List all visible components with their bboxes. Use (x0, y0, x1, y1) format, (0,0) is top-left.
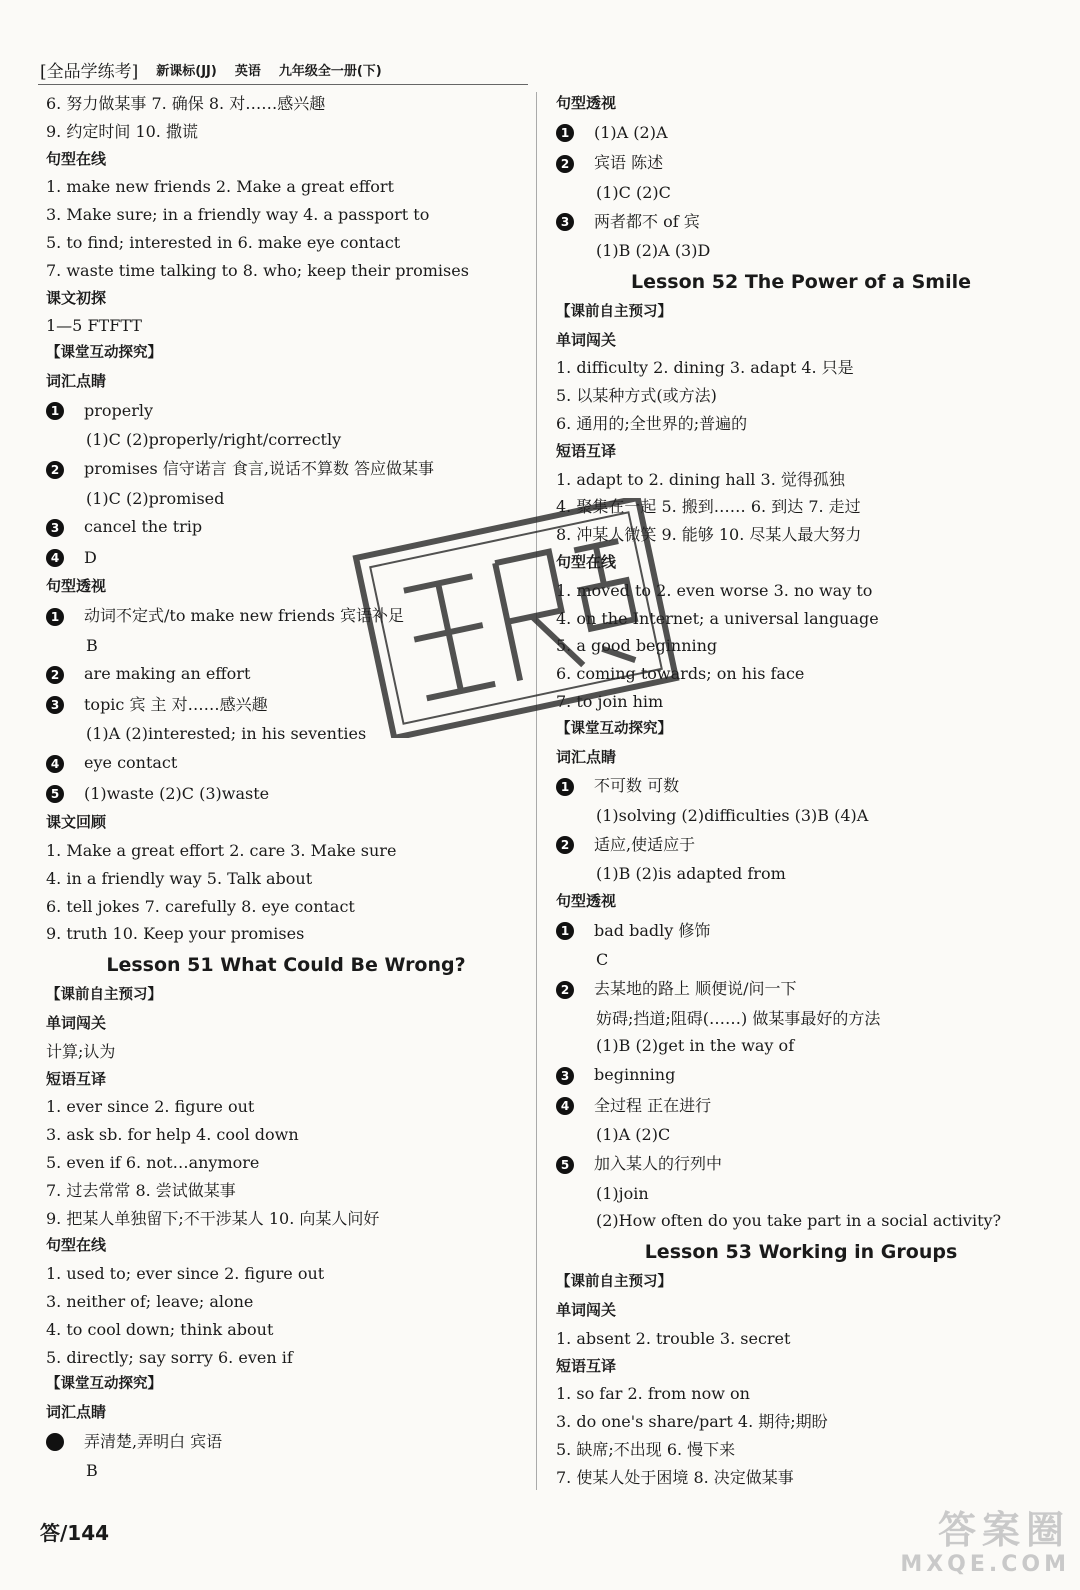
answer-line: 7. 过去常常 8. 尝试做某事 (46, 1180, 236, 1200)
numbered-item (46, 659, 526, 690)
answer-line: 4. on the Internet; a universal language (556, 608, 879, 628)
section-heading: 句型在线 (46, 149, 107, 168)
section-heading: 句型在线 (556, 553, 617, 572)
numbered-item (556, 771, 1046, 802)
item-text: 两者都不 of 宾 (594, 211, 700, 231)
answer-line: 1. make new friends 2. Make a great effort (46, 177, 394, 197)
item-number-badge (46, 1433, 64, 1451)
answer-line: 6. 努力做某事 7. 确保 8. 对……感兴趣 (46, 94, 326, 113)
answer-line: (1)C (2)promised (86, 488, 225, 508)
answer-line: (1)C (2)properly/right/correctly (86, 430, 342, 450)
item-number-badge: 4 (46, 549, 64, 567)
item-text: beginning (594, 1065, 676, 1085)
book-grade: 九年级全一册(下) (278, 63, 382, 79)
answer-line: 3. do one's share/part 4. 期待;期盼 (556, 1412, 828, 1432)
numbered-item (46, 454, 526, 485)
answer-line: 1. Make a great effort 2. care 3. Make sure (46, 841, 397, 861)
part-heading: 【课堂互动探究】 (46, 1376, 162, 1393)
numbered-item (46, 690, 526, 721)
numbered-item (556, 207, 1046, 238)
item-text: (1)A (2)A (594, 122, 668, 142)
item-number-badge: 2 (46, 666, 64, 684)
item-text: topic 宾 主 对……感兴趣 (84, 694, 268, 714)
answer-line: 4. 聚集在一起 5. 搬到…… 6. 到达 7. 走过 (556, 497, 861, 517)
section-heading: 词汇点睛 (46, 371, 107, 390)
answer-line: B (86, 1461, 98, 1481)
section-heading: 短语互译 (556, 441, 617, 460)
header-rule (38, 84, 528, 85)
section-heading: 课文回顾 (46, 813, 107, 832)
answer-line: (1)C (2)C (596, 182, 671, 202)
answer-line: 5. directly; say sorry 6. even if (46, 1347, 293, 1367)
item-text: 适应,使适应于 (594, 834, 696, 854)
answer-line: 妨碍;挡道;阻碍(……) 做某事最好的方法 (596, 1008, 881, 1028)
column-divider (536, 92, 537, 1490)
item-number-badge: 1 (556, 778, 574, 796)
item-text: 加入某人的行列中 (594, 1154, 723, 1174)
lesson-title: Lesson 52 The Power of a Smile (630, 270, 971, 293)
left-column (46, 90, 526, 1485)
item-text: 动词不定式/to make new friends 宾语补足 (84, 606, 405, 626)
numbered-item (556, 1091, 1046, 1122)
answer-line: 7. 使某人处于困境 8. 决定做某事 (556, 1467, 794, 1487)
answer-line: 1. ever since 2. figure out (46, 1097, 255, 1117)
answer-line: 5. a good beginning (556, 636, 718, 656)
answer-line: 1. absent 2. trouble 3. secret (556, 1328, 791, 1348)
section-heading: 句型透视 (46, 577, 107, 596)
item-number-badge: 2 (556, 155, 574, 173)
item-number-badge: 3 (556, 1067, 574, 1085)
answer-line: C (596, 950, 609, 970)
answer-line: 4. in a friendly way 5. Talk about (46, 868, 313, 888)
section-heading: 单词闯关 (46, 1014, 107, 1033)
item-number-badge: 5 (556, 1156, 574, 1174)
item-number-badge: 3 (556, 213, 574, 231)
answer-line: 5. 以某种方式(或方法) (556, 386, 717, 406)
watermark-title: 答案圈 (937, 1508, 1070, 1552)
part-heading: 【课堂互动探究】 (556, 720, 672, 737)
item-number-badge: 2 (556, 836, 574, 854)
site-watermark (820, 1508, 1070, 1582)
item-text: properly (84, 400, 154, 420)
item-text: D (84, 547, 97, 567)
item-number-badge: 1 (46, 402, 64, 420)
lesson-title: Lesson 53 Working in Groups (644, 1241, 958, 1264)
item-number-badge: 4 (556, 1097, 574, 1115)
answer-line: 9. truth 10. Keep your promises (46, 924, 305, 944)
section-heading: 单词闯关 (556, 1300, 617, 1319)
answer-line: 4. to cool down; think about (46, 1319, 274, 1339)
numbered-item (46, 512, 526, 543)
numbered-item (46, 748, 526, 779)
answer-line: 1. used to; ever since 2. figure out (46, 1264, 325, 1284)
answer-line: 3. ask sb. for help 4. cool down (46, 1125, 299, 1145)
section-heading: 课文初探 (46, 288, 107, 307)
numbered-item (556, 974, 1046, 1005)
answer-line: (1)B (2)get in the way of (596, 1036, 795, 1056)
item-number-badge: 2 (556, 981, 574, 999)
answer-line: 1. adapt to 2. dining hall 3. 觉得孤独 (556, 469, 845, 489)
answer-line: 1. difficulty 2. dining 3. adapt 4. 只是 (556, 358, 854, 378)
answer-line: (2)How often do you take part in a social activity? (596, 1211, 1002, 1231)
item-text: 不可数 可数 (594, 776, 680, 796)
item-number-badge: 1 (556, 124, 574, 142)
answer-line: (1)B (2)A (3)D (596, 241, 711, 261)
item-number-badge: 5 (46, 785, 64, 803)
watermark-url: MXQE.COM (900, 1552, 1070, 1577)
section-heading: 短语互译 (556, 1356, 617, 1375)
section-heading: 短语互译 (46, 1069, 107, 1088)
answer-line: 9. 约定时间 10. 撒谎 (46, 121, 198, 141)
answer-line: 5. even if 6. not…anymore (46, 1153, 260, 1173)
page-header (40, 54, 382, 84)
numbered-item (556, 1149, 1046, 1180)
page-number: 答/144 (40, 1521, 110, 1545)
numbered-item (556, 118, 1046, 149)
numbered-item (556, 148, 1046, 179)
lesson-title: Lesson 51 What Could Be Wrong? (106, 954, 466, 977)
numbered-item (556, 1060, 1046, 1091)
item-text: 弄清楚,弄明白 宾语 (84, 1431, 223, 1451)
part-heading: 【课前自主预习】 (556, 1274, 672, 1291)
book-edition: 新课标(JJ) (156, 63, 217, 79)
book-brand: [全品学练考] (40, 61, 139, 82)
answer-line: (1)B (2)is adapted from (596, 864, 786, 884)
section-heading: 句型透视 (556, 892, 617, 911)
answer-line: 7. to join him (556, 692, 664, 712)
numbered-item (46, 396, 526, 427)
answer-line: 1. so far 2. from now on (556, 1384, 750, 1404)
item-text: bad badly 修饰 (594, 920, 711, 940)
answer-line: (1)join (596, 1183, 649, 1203)
numbered-item (556, 916, 1046, 947)
answer-line: 3. Make sure; in a friendly way 4. a passport to (46, 205, 430, 225)
answer-line: 8. 冲某人微笑 9. 能够 10. 尽某人最大努力 (556, 525, 862, 545)
answer-line: 9. 把某人单独留下;不干涉某人 10. 向某人问好 (46, 1208, 380, 1228)
item-text: promises 信守诺言 食言,说话不算数 答应做某事 (84, 459, 435, 479)
answer-line: 5. to find; interested in 6. make eye contact (46, 232, 401, 252)
book-subject: 英语 (234, 63, 261, 79)
answer-line: 6. coming towards; on his face (556, 664, 805, 684)
section-heading: 词汇点睛 (46, 1403, 107, 1422)
answer-line: 5. 缺席;不出现 6. 慢下来 (556, 1439, 736, 1459)
numbered-item (46, 601, 526, 632)
answer-line: B (86, 635, 98, 655)
numbered-item (46, 1427, 526, 1458)
answer-line: 1. moved to 2. even worse 3. no way to (556, 580, 873, 600)
item-number-badge: 3 (46, 696, 64, 714)
item-text: cancel the trip (84, 517, 203, 537)
section-heading: 词汇点睛 (556, 747, 617, 766)
item-text: are making an effort (84, 664, 251, 684)
answer-line: (1)A (2)interested; in his seventies (86, 724, 367, 744)
part-heading: 【课前自主预习】 (46, 987, 162, 1004)
item-text: 去某地的路上 顺便说/问一下 (594, 979, 797, 999)
numbered-item (46, 543, 526, 574)
item-text: eye contact (84, 753, 178, 773)
section-heading: 单词闯关 (556, 330, 617, 349)
item-number-badge: 1 (556, 922, 574, 940)
right-column (556, 90, 1046, 1491)
item-text: 宾语 陈述 (594, 153, 664, 173)
numbered-item (556, 830, 1046, 861)
item-number-badge: 2 (46, 461, 64, 479)
section-heading: 句型在线 (46, 1236, 107, 1255)
part-heading: 【课前自主预习】 (556, 303, 672, 320)
item-number-badge: 1 (46, 608, 64, 626)
item-number-badge: 3 (46, 519, 64, 537)
item-text: (1)waste (2)C (3)waste (84, 783, 270, 803)
item-text: 全过程 正在进行 (594, 1095, 712, 1115)
answer-line: (1)solving (2)difficulties (3)B (4)A (596, 805, 869, 825)
answer-line: 3. neither of; leave; alone (46, 1292, 254, 1311)
answer-line: (1)A (2)C (596, 1125, 671, 1145)
answer-line: 6. tell jokes 7. carefully 8. eye contact (46, 896, 355, 916)
answer-line: 1—5 FTFTT (46, 316, 142, 336)
answer-line: 计算;认为 (46, 1041, 116, 1061)
numbered-item (46, 779, 526, 810)
part-heading: 【课堂互动探究】 (46, 345, 162, 362)
answer-line: 7. waste time talking to 8. who; keep their promises (46, 260, 469, 280)
section-heading: 句型透视 (556, 94, 617, 112)
item-number-badge: 4 (46, 755, 64, 773)
answer-line: 6. 通用的;全世界的;普遍的 (556, 414, 748, 434)
